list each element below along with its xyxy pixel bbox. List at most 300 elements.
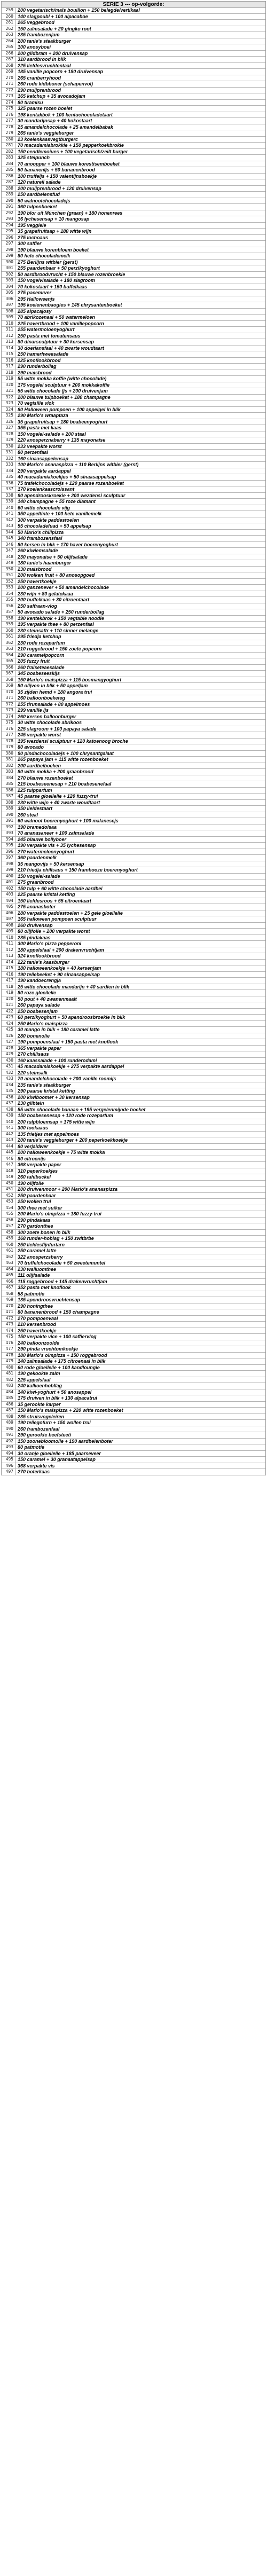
row-number: 309 [2,315,15,320]
row-number: 407 [2,916,15,922]
row-text: 80 Halloween pompoen + 100 appelgel in blik [18,406,121,412]
row-number: 347 [2,548,15,554]
recipe-list [1,7,266,1475]
row-text: 150 boabesenesap + 120 rode rozeparfum [18,1113,113,1118]
row-number: 332 [2,456,15,462]
row-number: 315 [2,351,15,357]
row-text: 200 buffelkaas + 30 citroentaart [18,597,90,602]
list-item [2,1168,265,1175]
row-number: 410 [2,935,15,941]
row-number: 496 [2,1463,15,1469]
row-text: 70 vegisilie vlok [18,400,54,406]
row-number: 367 [2,671,15,677]
list-item [2,444,265,450]
row-number: 261 [2,20,15,26]
row-text: 190 teliebeeket + 90 sinaasappelsap [18,971,100,977]
row-number: 460 [2,1242,15,1248]
list-item [2,910,265,917]
list-item [2,978,265,984]
row-number: 311 [2,327,15,333]
list-item [2,1242,265,1248]
row-text: 190 teliegofurn + 150 wollen trui [18,1420,91,1425]
row-text: 325 steipunch [18,155,50,160]
row-text: 300 saffier [18,241,42,246]
list-item [2,960,265,966]
list-item [2,757,265,763]
list-item [2,781,265,788]
list-item [2,560,265,567]
row-number: 463 [2,1260,15,1266]
row-text: 150 verpakte vice + 100 saffiervlog [18,1334,97,1339]
row-text: 280 bonenolie [18,1033,50,1039]
row-number: 489 [2,1420,15,1426]
row-number: 303 [2,278,15,284]
list-item [2,683,265,689]
row-text: 250 hamerhweesalade [18,351,69,357]
row-number: 366 [2,665,15,671]
list-item [2,63,265,69]
list-item [2,204,265,210]
row-text: 250 havertkoekje [18,1328,57,1333]
row-number: 439 [2,1113,15,1119]
list-item [2,395,265,401]
row-number: 320 [2,382,15,388]
list-item [2,38,265,45]
list-item [2,1095,265,1101]
row-text: 190 olijfolie [18,1180,44,1186]
list-item [2,106,265,112]
row-text: 185 vanille popcorn + 180 druivensap [18,69,103,74]
row-number: 330 [2,444,15,450]
row-number: 267 [2,57,15,62]
row-text: 250 boabesenjam [18,1008,58,1014]
row-text: 230 witte wijn + 40 zwarte woudtaart [18,799,100,805]
row-text: 250 saffraan-vlog [18,603,57,609]
row-text: 80 witte mokka + 200 graanbrood [18,769,93,774]
list-item [2,450,265,456]
row-number: 282 [2,149,15,155]
row-text: 100 truffeljs + 150 valentijnsboekje [18,173,97,179]
list-item [2,579,265,585]
row-number: 289 [2,192,15,198]
list-item [2,898,265,905]
row-number: 294 [2,223,15,229]
row-number: 374 [2,714,15,720]
row-number: 416 [2,972,15,978]
row-number: 329 [2,437,15,443]
list-item [2,1150,265,1156]
row-text: 35 gerookte karper [18,1401,61,1407]
row-number: 402 [2,886,15,892]
row-number: 497 [2,1469,15,1475]
row-number: 392 [2,824,15,830]
row-text: 260 balloonboeketeg [18,695,66,701]
row-text: 25 witte chocolade mandarijn + 40 sardien in blik [18,984,129,989]
row-text: 230 steinsaftr + 110 sinner melange [18,627,99,633]
row-text: 250 lieldesfijnfurtarn [18,1242,65,1247]
row-number: 418 [2,984,15,990]
row-text: 160 sinaasappelensap [18,455,69,461]
row-text: 140 kiwi-yoghurt + 50 anosappel [18,1389,92,1395]
row-text: 70 anoopper + 100 blauwe korestisemboeket [18,161,120,167]
row-text: 195 wezdensi sculptuur + 120 katoenoog broche [18,738,128,744]
row-number: 336 [2,481,15,486]
row-number: 298 [2,247,15,253]
row-number: 370 [2,689,15,695]
list-item [2,892,265,898]
row-number: 380 [2,751,15,757]
list-item [2,155,265,161]
row-text: 80 patmotie [18,1444,45,1450]
row-number: 399 [2,867,15,873]
row-number: 477 [2,1346,15,1352]
row-text: 225 appelsfaal [18,1377,51,1383]
list-item [2,1015,265,1021]
list-item [2,739,265,745]
row-number: 266 [2,51,15,57]
row-text: 210 roggebrood + 150 zoete popcorn [18,646,102,651]
list-item [2,542,265,548]
row-number: 285 [2,167,15,173]
row-number: 350 [2,567,15,572]
row-number: 354 [2,591,15,597]
row-number: 269 [2,69,15,75]
row-text: 260 rode kidbboner (schapenvol) [18,81,93,87]
row-number: 379 [2,744,15,750]
row-number: 466 [2,1279,15,1285]
list-item [2,677,265,684]
row-number: 409 [2,929,15,934]
list-item [2,794,265,800]
row-text: 260 tahibuckel [18,1174,51,1180]
list-item [2,1273,265,1279]
row-number: 423 [2,1015,15,1020]
row-text: 255 paardenbaar + 50 perzikyoghurt [18,265,100,271]
row-number: 381 [2,757,15,763]
row-number: 324 [2,407,15,413]
list-item [2,1353,265,1359]
row-text: 275 pacemrver [18,290,52,295]
row-number: 342 [2,517,15,523]
row-number: 334 [2,468,15,474]
list-item [2,1046,265,1052]
row-text: 230 rode rozeparfum [18,640,65,646]
list-item [2,1432,265,1439]
row-text: 250 paardenhaar [18,1192,56,1198]
row-number: 404 [2,898,15,904]
row-number: 406 [2,910,15,916]
row-text: 70 kokostaart + 150 buffelkaas [18,284,88,289]
row-number: 433 [2,1076,15,1082]
list-item [2,916,265,923]
row-number: 300 [2,260,15,265]
list-item [2,216,265,223]
list-item [2,179,265,186]
row-text: 111 olijfsalade [18,1273,50,1278]
list-item [2,855,265,861]
list-item [2,1236,265,1242]
row-text: 365 verpakte paper [18,1045,61,1051]
row-text: 70 ananasaneer + 100 zalmsalade [18,830,95,836]
list-item [2,296,265,303]
row-number: 473 [2,1322,15,1328]
row-number: 394 [2,837,15,843]
row-number: 485 [2,1395,15,1401]
list-item [2,763,265,769]
list-item [2,812,265,819]
row-number: 363 [2,646,15,652]
row-text: 260 kiwiemsalade [18,548,58,553]
list-item [2,505,265,512]
row-text: 180 appelsfaal + 200 drakenvruchtjam [18,947,104,953]
row-text: 80 olijven in blik + 50 appeljam [18,683,88,688]
list-item [2,315,265,321]
row-number: 351 [2,572,15,578]
row-number: 484 [2,1389,15,1395]
list-item [2,235,265,241]
list-item [2,425,265,431]
list-item [2,51,265,57]
row-text: 150 vogelei-salade + 200 staal [18,431,86,437]
row-text: 270 boterkaas [18,1469,50,1474]
list-item [2,413,265,419]
list-item [2,81,265,88]
row-text: 30 witte chocolade abrikoos [18,720,82,725]
row-number: 268 [2,63,15,69]
list-item [2,965,265,972]
list-item [2,149,265,155]
row-text: 210 friedja chillsaus + 150 frambooze boerenyoghurt [18,867,138,873]
row-text: 195 verpakte thee + 80 perzenfaal [18,622,94,627]
list-item [2,904,265,910]
list-item [2,628,265,634]
row-text: 90 pindachocoladejs + 100 chrysantgalaat [18,750,114,756]
row-number: 405 [2,904,15,910]
row-text: 222 tanie's kaasburger [18,959,69,965]
row-text: 30 mandarijnsap + 40 kokostaart [18,118,92,123]
row-text: 225 havertbrood + 100 vanillepopcorn [18,320,104,326]
row-text: 270 pompoenvaal [18,1315,58,1321]
list-item [2,751,265,757]
row-number: 448 [2,1168,15,1174]
row-number: 462 [2,1254,15,1260]
list-item [2,407,265,413]
row-number: 434 [2,1082,15,1088]
list-item [2,1064,265,1070]
row-text: 30 doeriansfaal + 40 zwarte woudtaart [18,345,104,351]
list-item [2,972,265,978]
row-number: 442 [2,1132,15,1137]
row-text: 350 appeltinte + 100 hete vanillemelk [18,511,102,516]
list-item [2,591,265,598]
row-text: 290 gerookte beefsteeti [18,1432,72,1438]
row-text: 250 Mario's maispizza [18,1020,68,1026]
list-item [2,849,265,855]
list-item [2,953,265,960]
row-text: 233 veepakte worst [18,443,62,449]
row-number: 411 [2,941,15,947]
row-text: 290 maisbrood [18,370,52,375]
row-text: 235 pindakaas [18,934,51,940]
row-text: 165 halloween pompoen sculptuur [18,916,97,922]
row-number: 307 [2,302,15,308]
list-item [2,671,265,677]
row-text: 225 tulpparfum [18,787,52,793]
row-number: 465 [2,1273,15,1278]
row-text: 270 gardonthee [18,1223,53,1229]
row-text: 290 paarse kristal ketting [18,1088,75,1094]
row-number: 264 [2,38,15,44]
row-text: 80 olijfolie + 200 verpakte worst [18,929,90,934]
row-number: 456 [2,1218,15,1223]
list-item [2,93,265,100]
row-text: 195 koeienenbaogies + 145 chrysantenboeket [18,302,122,308]
row-number: 322 [2,395,15,400]
list-item [2,382,265,389]
row-number: 318 [2,370,15,376]
row-number: 483 [2,1383,15,1389]
row-text: 220 anosperznaberry + 135 mayonaise [18,437,106,443]
list-item [2,1144,265,1150]
list-item [2,1181,265,1187]
row-number: 306 [2,296,15,302]
row-number: 290 [2,198,15,204]
row-text: 368 verpakte paper [18,1162,61,1167]
row-text: 190 bramedolsaa [18,824,57,830]
row-number: 417 [2,978,15,984]
row-text: 270 blauwe rozenboeket [18,775,73,781]
list-item [2,1340,265,1347]
list-item [2,376,265,382]
row-text: 190 blauwe korenbloem boeket [18,247,89,253]
row-text: 50 Mario's chilipizza [18,529,64,535]
row-number: 305 [2,290,15,296]
row-text: 360 paardenmelk [18,855,57,860]
list-item [2,486,265,493]
row-text: 300 Mario's pizza pepperoni [18,941,82,946]
row-text: 240 balloonzoolde [18,1340,60,1346]
row-text: 322 anosperzsberry [18,1254,63,1260]
row-number: 437 [2,1101,15,1106]
row-text: 235 frambozenjam [18,32,60,37]
row-number: 316 [2,358,15,364]
row-number: 494 [2,1451,15,1457]
row-text: 80 dinarsculptuur + 30 kersensap [18,339,94,344]
list-item [2,456,265,462]
row-text: 200 aardbeiboeken [18,763,61,768]
list-item [2,517,265,524]
list-item [2,622,265,628]
row-text: 230 wijn + 80 gelatekaaa [18,591,73,596]
row-text: 300 tookaaus [18,1125,49,1130]
row-number: 359 [2,622,15,627]
row-number: 259 [2,7,15,13]
row-number: 421 [2,1002,15,1008]
row-text: 135 frietjes met appelmoes [18,1131,80,1137]
row-text: 200 Mario's olmpizza + 180 fuzzy-trui [18,1211,101,1216]
row-text: 35 zijden hemd + 180 angora trui [18,689,92,695]
row-number: 299 [2,253,15,259]
row-text: 280 verpakte paddestoelen + 25 gele gloeilelie [18,910,123,916]
row-number: 486 [2,1402,15,1408]
row-number: 445 [2,1150,15,1156]
list-item [2,1070,265,1077]
list-item [2,726,265,733]
row-text: 150 Mario's maispizza + 220 witte rozenboeket [18,1408,123,1413]
list-item [2,720,265,726]
list-item [2,241,265,247]
list-item [2,462,265,468]
row-number: 368 [2,677,15,683]
list-item [2,708,265,714]
row-text: 290 Mario's wraaptaza [18,413,68,418]
row-number: 371 [2,695,15,701]
row-text: 80 bananenbrood + 150 champagne [18,1309,99,1315]
list-item [2,499,265,505]
row-number: 337 [2,486,15,492]
row-number: 280 [2,137,15,143]
list-item [2,1303,265,1310]
row-number: 453 [2,1199,15,1205]
list-item [2,554,265,561]
row-text: 50 bananenljs + 50 bananenbrood [18,167,95,172]
row-text: 285 alpacajosy [18,308,52,314]
row-number: 422 [2,1009,15,1015]
row-number: 278 [2,124,15,130]
row-number: 288 [2,186,15,192]
list-item [2,1113,265,1119]
row-number: 346 [2,542,15,548]
list-item [2,358,265,364]
list-item [2,1444,265,1451]
row-text: 215 boabeseenesap + 210 boabesenefaal [18,781,112,787]
row-text: 50 aardbroodvrucht + 150 blauwe rozenbroekie [18,271,125,277]
list-item [2,1346,265,1353]
row-number: 449 [2,1174,15,1180]
list-item [2,333,265,340]
list-item [2,1156,265,1163]
row-text: 50 walnootchocoladejs [18,198,70,203]
row-number: 470 [2,1303,15,1309]
list-item [2,603,265,610]
list-item [2,1439,265,1445]
row-number: 338 [2,493,15,499]
row-number: 458 [2,1230,15,1236]
row-text: 60 perzikyoghurt + 50 apendroosbroekie in blik [18,1015,125,1020]
row-number: 360 [2,628,15,634]
row-text: 260 druivensap [18,922,53,928]
row-text: 245 verpakte worst [18,732,61,737]
row-text: 200 wolken fruit + 80 anosopgoed [18,572,95,578]
list-item [2,1267,265,1273]
row-number: 436 [2,1095,15,1101]
list-item [2,143,265,149]
row-text: 170 koeienkaascroissant [18,486,75,492]
row-text: 200 glidbram + 200 druivensap [18,50,88,56]
row-text: 75 trafelchocoladejs + 120 paarse rozenboeket [18,480,124,486]
list-item [2,658,265,665]
list-item [2,229,265,235]
list-item [2,124,265,131]
row-text: 250 pasta met tomatensaus [18,333,81,339]
row-number: 378 [2,739,15,744]
row-text: 324 knoflookbrood [18,953,61,959]
list-item [2,585,265,591]
list-item [2,32,265,38]
row-text: 200 muijprenbrood + 120 druivensap [18,185,101,191]
row-number: 271 [2,81,15,87]
row-number: 387 [2,794,15,799]
